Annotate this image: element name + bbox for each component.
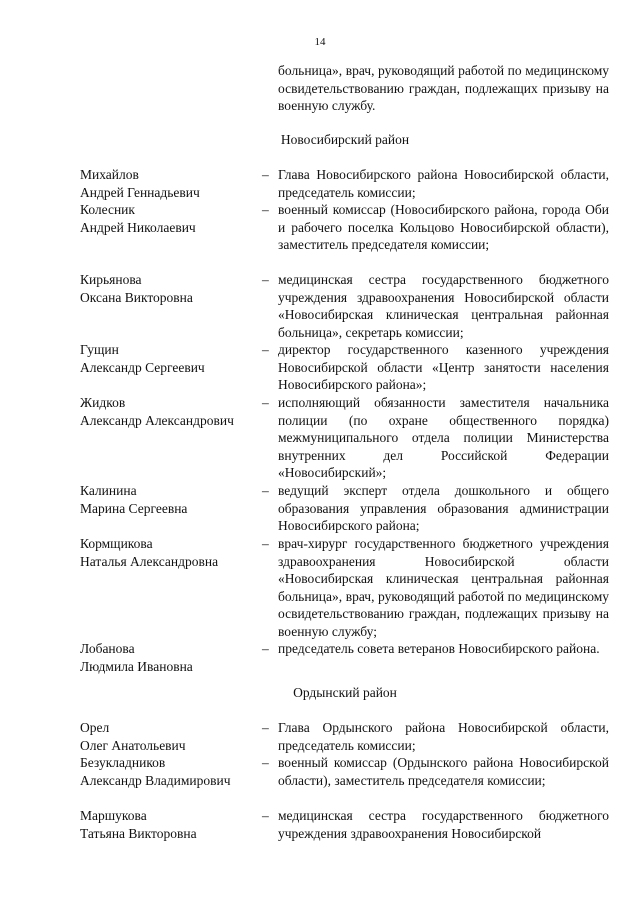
member-role: медицинская сестра государственного бюджетного учреждения здравоохранения Новосибирской области «Новосибирская клиническая центральная районная больница», секретарь комиссии; <box>278 272 609 340</box>
member-role: врач-хирург государственного бюджетного учреждения здравоохранения Новосибирской области «Новосибирская клиническая центральная районная больница», врач, руководящий работой по медицинскому освидетельствованию граждан, подлежащих призыву на военную службу; <box>278 536 609 639</box>
dash: – <box>262 720 269 735</box>
member-role: Глава Ордынского района Новосибирской области, председатель комиссии; <box>278 720 609 753</box>
member-role: директор государственного казенного учреждения Новосибирской области «Центр занятости населения Новосибирского района»; <box>278 342 609 392</box>
member-name: Жидков Александр Александрович <box>80 395 234 428</box>
dash: – <box>262 755 269 770</box>
member-name: Безукладников Александр Владимирович <box>80 755 231 788</box>
member-name: Колесник Андрей Николаевич <box>80 202 196 235</box>
list-item <box>0 807 640 842</box>
section-title: Новосибирский район <box>280 132 410 147</box>
dash: – <box>262 641 269 656</box>
page-number: 14 <box>314 36 326 48</box>
member-list-ordynsky <box>0 719 640 842</box>
member-role: исполняющий обязанности заместителя начальника полиции (по охране общественного порядка) межмуниципального отдела полиции Министерства внутренних дел Российской Федерации «Новосибирский»; <box>278 395 609 480</box>
member-role: военный комиссар (Новосибирского района, города Оби и рабочего поселка Кольцово Новосибирской области), заместитель председателя комиссии; <box>278 202 609 252</box>
member-list-novosibirsk <box>0 166 640 675</box>
dash: – <box>262 272 269 287</box>
member-role: председатель совета ветеранов Новосибирского района. <box>278 641 600 656</box>
dash: – <box>262 483 269 498</box>
dash: – <box>262 536 269 551</box>
member-role: медицинская сестра государственного бюджетного учреждения здравоохранения Новосибирской <box>278 808 609 841</box>
member-name: Кормщикова Наталья Александровна <box>80 536 219 569</box>
section-ordynsky <box>0 684 640 702</box>
list-item <box>0 719 640 754</box>
list-item <box>0 394 640 482</box>
list-item <box>0 482 640 535</box>
member-name: Орел Олег Анатольевич <box>80 720 186 753</box>
dash: – <box>262 395 269 410</box>
list-item <box>0 201 640 271</box>
list-item <box>0 535 640 640</box>
list-item <box>0 166 640 201</box>
section-title: Ордынский район <box>293 685 397 700</box>
list-item <box>0 271 640 341</box>
member-name: Калинина Марина Сергеевна <box>80 483 188 516</box>
list-item <box>0 341 640 394</box>
member-name: Михайлов Андрей Геннадьевич <box>80 167 200 200</box>
dash: – <box>262 167 269 182</box>
member-role: Глава Новосибирского района Новосибирской области, председатель комиссии; <box>278 167 609 200</box>
continuation-text: больница», врач, руководящий работой по медицинскому освидетельствованию граждан, подлежащих призыву на военную службу. <box>278 63 609 113</box>
list-item <box>0 640 640 675</box>
member-name: Маршукова Татьяна Викторовна <box>80 808 197 841</box>
continuation-block <box>0 62 640 115</box>
member-role: ведущий эксперт отдела дошкольного и общего образования управления образования администрации Новосибирского района; <box>278 483 609 533</box>
dash: – <box>262 202 269 217</box>
member-name: Лобанова Людмила Ивановна <box>80 641 193 674</box>
dash: – <box>262 808 269 823</box>
member-name: Гущин Александр Сергеевич <box>80 342 205 375</box>
member-role: военный комиссар (Ордынского района Новосибирской области), заместитель председателя комиссии; <box>278 755 609 788</box>
member-name: Кирьянова Оксана Викторовна <box>80 272 193 305</box>
list-item <box>0 754 640 807</box>
section-novosibirsk <box>0 131 640 149</box>
dash: – <box>262 342 269 357</box>
